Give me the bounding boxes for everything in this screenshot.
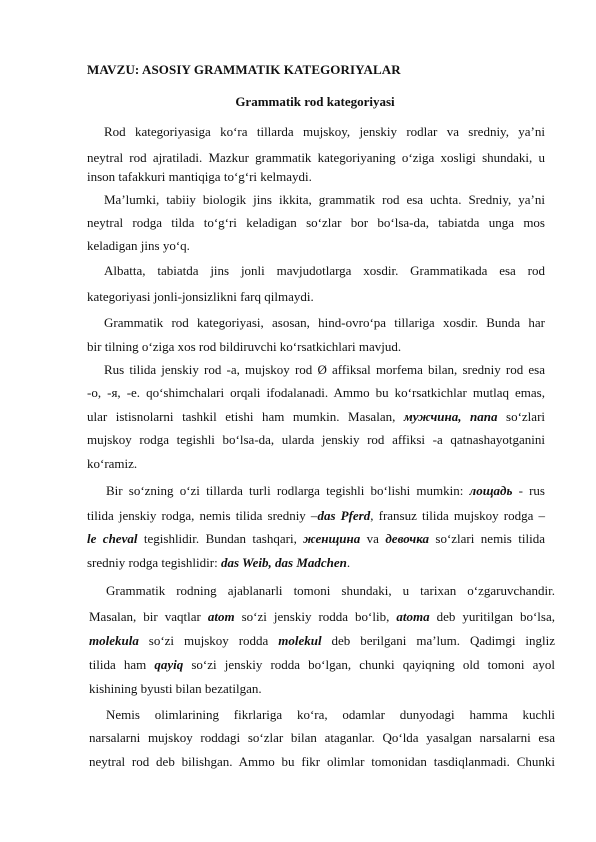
text-line	[87, 385, 545, 401]
example-word: atoma	[396, 609, 430, 624]
text-run: Ma’lumki, tabiiy biologik jins ikkita, grammatik rod esa uchta. Sredniy, ya’ni	[104, 192, 545, 207]
text-run: Bir so‘zning o‘zi tillarda turli rodlarga tegishli bo‘lishi mumkin:	[106, 483, 470, 498]
text-run: ular istisnolarni tashkil etishi ham mumkin. Masalan,	[87, 409, 404, 424]
text-line	[87, 508, 545, 524]
text-run: narsalarni mujskoy roddagi so‘zlar bilan ataganlar. Qo‘lda yasalgan narsalarni esa	[89, 730, 555, 745]
text-line	[104, 263, 545, 279]
text-run: so‘zi mujskoy rodda	[138, 633, 279, 648]
text-line	[104, 362, 545, 378]
text-run: neytral rodga tilda to‘g‘ri keladigan so‘zlar bor bo‘lsa-da, tabiatda unga mos	[87, 215, 545, 230]
section-title: Grammatik rod kategoriyasi	[235, 94, 395, 109]
text-run: so‘zlari nemis tilida	[428, 531, 545, 546]
text-run: .	[346, 555, 351, 570]
text-line	[89, 730, 555, 746]
text-run: Albatta, tabiatda jins jonli mavjudotlarga xosdir. Grammatikada esa rod	[104, 263, 545, 278]
text-run: so‘zlari	[497, 409, 546, 424]
text-line	[89, 633, 555, 649]
text-line	[106, 707, 555, 723]
text-line	[104, 124, 545, 140]
example-word: das Pferd	[317, 508, 371, 523]
text-run: Nemis olimlarining fikrlariga ko‘ra, odamlar dunyodagi hamma kuchli	[106, 707, 555, 722]
example-word: le cheval	[87, 531, 138, 546]
text-run: Rus tilida jenskiy rod -a, mujskoy rod Ø affiksal morfema bilan, sredniy rod esa	[104, 362, 545, 377]
text-line	[87, 432, 545, 448]
text-run: so‘zi jenskiy rodda bo‘lgan, chunki qayiqning old tomoni ayol	[183, 657, 555, 672]
page-title: MAVZU: ASOSIY GRAMMATIK KATEGORIYALAR	[87, 62, 401, 77]
text-run: kishining byusti bilan bezatilgan.	[89, 681, 262, 696]
text-line	[87, 339, 401, 355]
text-run: so‘zi jenskiy rodda bo‘lib,	[234, 609, 397, 624]
text-line	[87, 169, 312, 185]
example-word: лощадь	[469, 483, 513, 498]
example-word: девочка	[385, 531, 429, 546]
text-run: Masalan, bir vaqtlar	[89, 609, 208, 624]
text-run: , fransuz tilida mujskoy rodga –	[370, 508, 545, 523]
text-run: inson tafakkuri mantiqiga to‘g‘ri kelmaydi.	[87, 169, 312, 184]
text-line	[87, 531, 545, 547]
text-run: va	[360, 531, 386, 546]
example-word: atom	[207, 609, 235, 624]
text-line	[87, 150, 545, 166]
text-run: keladigan jins yo‘q.	[87, 238, 190, 253]
text-run: -o, -я, -e. qo‘shimchalari orqali ifodalanadi. Ammo bu ko‘rsatkichlar mutlaq emas,	[87, 385, 545, 400]
text-run: kategoriyasi jonli-jonsizlikni farq qilmaydi.	[87, 289, 314, 304]
text-line	[104, 315, 545, 331]
text-line	[87, 555, 350, 571]
text-line	[89, 681, 262, 697]
text-run: tilida ham	[89, 657, 155, 672]
text-run: deb berilgani ma’lum. Qadimgi ingliz	[321, 633, 555, 648]
text-run: bir tilning o‘ziga xos rod bildiruvchi ko‘rsatkichlari mavjud.	[87, 339, 402, 354]
example-word: molekula	[89, 633, 139, 648]
text-line	[106, 483, 545, 499]
text-line	[87, 409, 545, 425]
text-line	[89, 609, 555, 625]
text-run: Grammatik rodning ajablanarli tomoni shundaki, u tarixan o‘zgaruvchandir.	[106, 583, 555, 598]
text-run: Rod kategoriyasiga ko‘ra tillarda mujskoy, jenskiy rodlar va sredniy, ya’ni	[104, 124, 545, 139]
text-run: Grammatik rod kategoriyasi, asosan, hind-ovro‘pa tillariga xosdir. Bunda har	[104, 315, 545, 330]
text-line	[87, 456, 137, 472]
text-run: tegishlidir. Bundan tashqari,	[137, 531, 304, 546]
example-word: мужчина, папа	[403, 409, 498, 424]
text-line	[89, 754, 555, 770]
text-line	[89, 657, 555, 673]
text-run: mujskoy rodga tegishli bo‘lsa-da, ularda jenskiy rod affiksi -a qatnashayotganini	[87, 432, 545, 447]
text-line	[87, 238, 190, 254]
example-word: molekul	[278, 633, 322, 648]
example-word: qayiq	[154, 657, 184, 672]
text-line	[106, 583, 555, 599]
text-run: - rus	[512, 483, 545, 498]
example-word: женщина	[303, 531, 361, 546]
text-run: tilida jenskiy rodga, nemis tilida sredniy –	[87, 508, 318, 523]
example-word: das Weib, das Madchen	[220, 555, 347, 570]
text-run: deb yuritilgan bo‘lsa,	[429, 609, 555, 624]
text-line	[104, 192, 545, 208]
text-line	[87, 215, 545, 231]
text-line	[87, 289, 314, 305]
text-run: sredniy rodga tegishlidir:	[87, 555, 221, 570]
text-run: neytral rod deb bilishgan. Ammo bu fikr olimlar tomonidan tasdiqlanmadi. Chunki	[89, 754, 555, 769]
text-run: neytral rod ajratiladi. Mazkur grammatik kategoriyaning o‘ziga xosligi shundaki, u	[87, 150, 545, 165]
text-run: ko‘ramiz.	[87, 456, 138, 471]
